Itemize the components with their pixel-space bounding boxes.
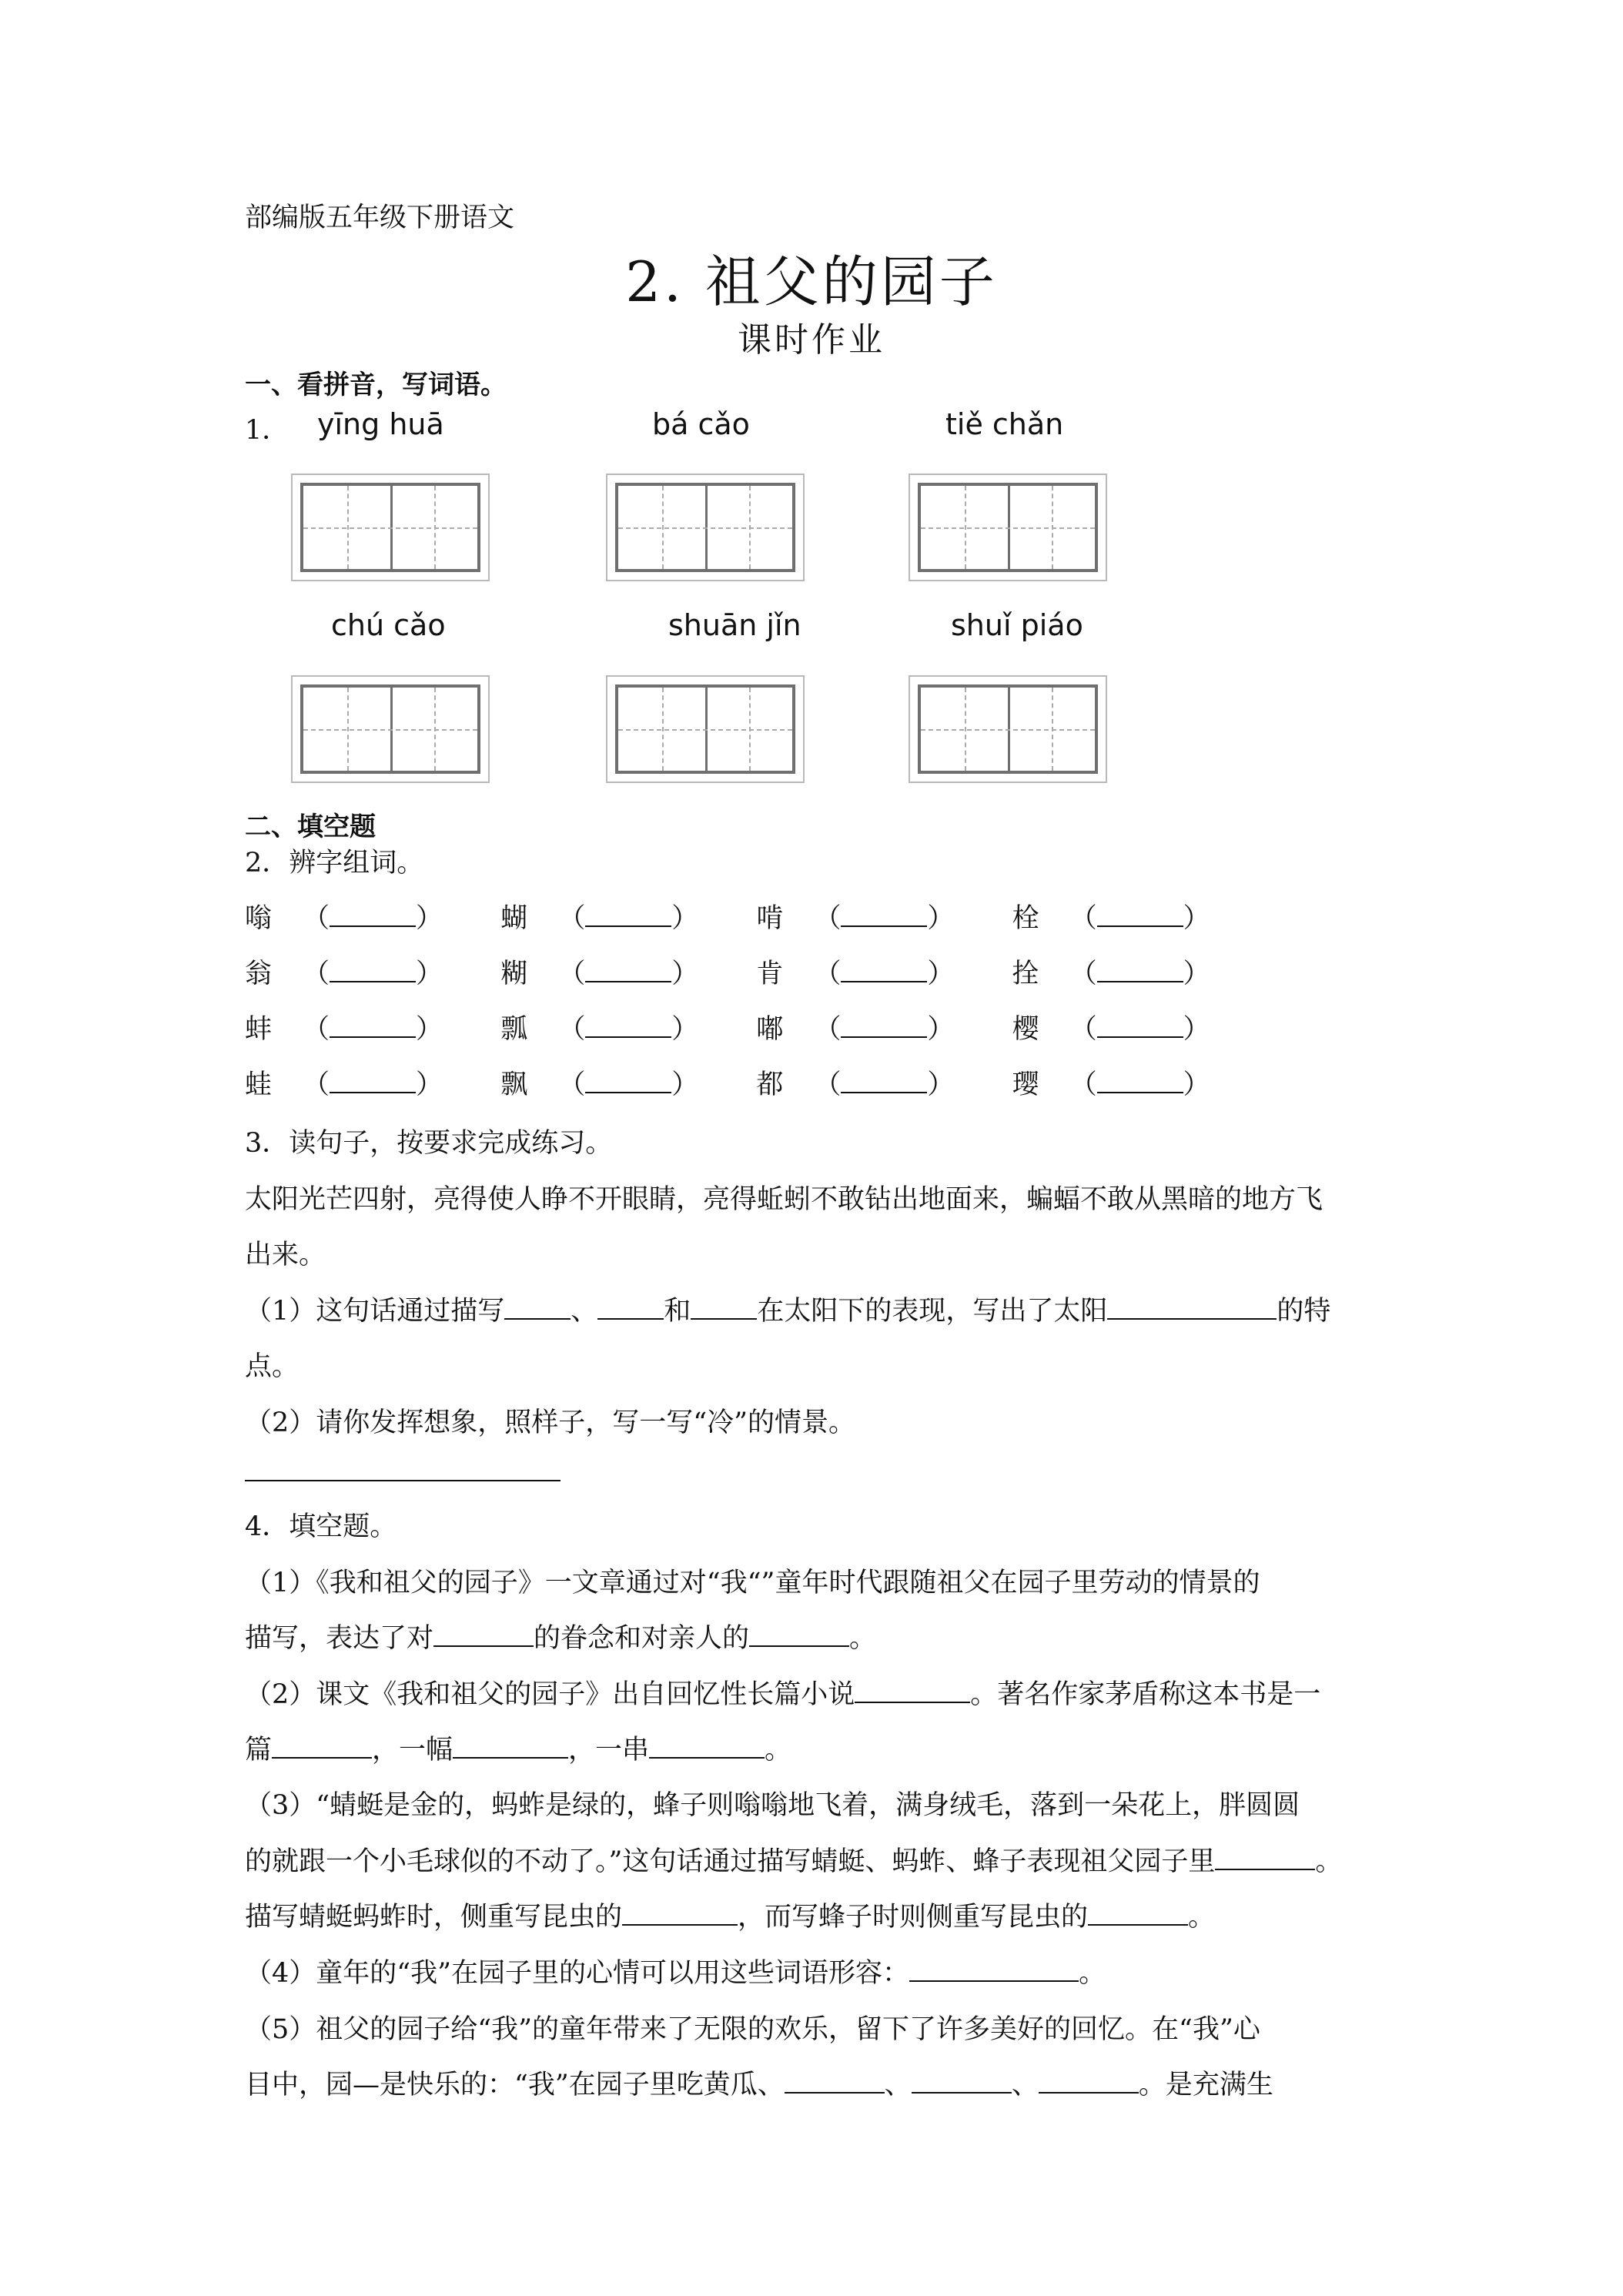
q2-char: 肯 (756, 959, 784, 989)
q2-char: 糊 (500, 959, 528, 989)
answer-blank[interactable] (841, 958, 927, 982)
paren-open: （ (303, 903, 330, 934)
q2-row (245, 1063, 1210, 1102)
text: 。是充满生 (1138, 2070, 1273, 2100)
text: ，一串 (568, 1735, 650, 1766)
text: 目中，园—是快乐的：“我”在园子里吃黄瓜、 (245, 2070, 785, 2100)
pinyin-1: yīng huā (317, 407, 444, 441)
answer-blank[interactable] (585, 1013, 671, 1038)
q2-char: 嘟 (756, 1014, 784, 1045)
text: ，而写蜂子时则侧重写昆虫的 (738, 1902, 1089, 1933)
q2-char: 嗡 (245, 903, 273, 934)
q2-char: 蚌 (245, 1014, 273, 1045)
paren-open: （ (558, 1069, 586, 1100)
q1-number: 1． (245, 415, 289, 446)
writing-grid[interactable] (909, 474, 1107, 581)
answer-blank[interactable] (330, 1013, 416, 1038)
q2-row (245, 952, 1210, 991)
text: ，一幅 (372, 1735, 453, 1766)
text: 在太阳下的表现，写出了太阳 (757, 1296, 1108, 1327)
answer-blank[interactable] (691, 1295, 757, 1320)
answer-blank[interactable] (909, 1957, 1079, 1982)
paren-close: ） (416, 903, 443, 934)
q4-s5: （5）祖父的园子给“我”的童年带来了无限的欢乐，留下了许多美好的回忆。在“我”心 (245, 2014, 1260, 2045)
paren-close: ） (671, 903, 699, 934)
paren-open: （ (303, 959, 330, 989)
q2-char: 飘 (500, 1069, 528, 1100)
answer-blank[interactable] (585, 958, 671, 982)
paren-close: ） (1183, 903, 1210, 934)
writing-grid[interactable] (606, 675, 805, 783)
answer-blank[interactable] (585, 902, 671, 927)
text: 、 (1011, 2070, 1039, 2100)
text: （1）这句话通过描写 (245, 1296, 505, 1327)
text: 。著名作家茅盾称这本书是一 (970, 1679, 1321, 1710)
paren-close: ） (927, 903, 955, 934)
text: 。 (1079, 1958, 1106, 1989)
answer-blank[interactable] (855, 1678, 970, 1703)
text: （2）课文《我和祖父的园子》出自回忆性长篇小说 (245, 1679, 855, 1710)
writing-grid[interactable] (606, 474, 805, 581)
pinyin-4: chú cǎo (331, 608, 446, 642)
q2-char: 璎 (1012, 1069, 1039, 1100)
q2-char: 樱 (1012, 1014, 1039, 1045)
q2-row (245, 897, 1210, 935)
paren-close: ） (416, 959, 443, 989)
paren-close: ） (1183, 1069, 1210, 1100)
section1-heading: 一、看拼音，写词语。 (245, 370, 507, 400)
q2-char: 栓 (1012, 903, 1039, 934)
writing-grid[interactable] (291, 675, 490, 783)
answer-blank[interactable] (1039, 2069, 1139, 2094)
q2-char: 啃 (756, 903, 784, 934)
text: （4）童年的“我”在园子里的心情可以用这些词语形容： (245, 1958, 910, 1989)
text: 。 (765, 1735, 792, 1766)
answer-blank[interactable] (1097, 902, 1183, 927)
answer-blank[interactable] (433, 1622, 534, 1647)
text: 。 (1188, 1902, 1216, 1933)
text: 、 (884, 2070, 912, 2100)
paren-close: ） (927, 1069, 955, 1100)
answer-blank[interactable] (1088, 1901, 1188, 1926)
answer-blank[interactable] (330, 958, 416, 982)
pinyin-3: tiě chǎn (945, 407, 1064, 441)
answer-blank[interactable] (912, 2069, 1012, 2094)
q3-passage: 出来。 (245, 1240, 326, 1270)
text: 、 (571, 1296, 598, 1327)
answer-blank[interactable] (1107, 1295, 1277, 1320)
q3-part1 (245, 1290, 1330, 1328)
paren-close: ） (416, 1069, 443, 1100)
answer-blank[interactable] (622, 1901, 738, 1926)
paren-close: ） (416, 1014, 443, 1045)
paren-open: （ (1069, 959, 1097, 989)
answer-blank[interactable] (785, 2069, 885, 2094)
subject-label: 部编版五年级下册语文 (245, 202, 515, 233)
text: 的特 (1277, 1296, 1331, 1327)
paren-open: （ (303, 1014, 330, 1045)
q4-prompt: 4．填空题。 (245, 1511, 397, 1542)
paren-open: （ (1069, 1069, 1097, 1100)
answer-blank[interactable] (841, 1069, 927, 1093)
answer-blank[interactable] (749, 1622, 849, 1647)
q2-char: 都 (756, 1069, 784, 1100)
paren-open: （ (558, 903, 586, 934)
paren-open: （ (558, 1014, 586, 1045)
pinyin-6: shuǐ piáo (951, 608, 1083, 642)
answer-blank[interactable] (504, 1295, 571, 1320)
paren-close: ） (927, 959, 955, 989)
text: 。 (1315, 1846, 1343, 1877)
answer-line[interactable] (245, 1480, 561, 1481)
paren-open: （ (558, 959, 586, 989)
answer-blank[interactable] (1097, 958, 1183, 982)
answer-blank[interactable] (453, 1734, 568, 1759)
q3-part1-cont: 点。 (245, 1351, 300, 1382)
text: 。 (849, 1623, 877, 1654)
answer-blank[interactable] (330, 902, 416, 927)
q4-s1: （1）《我和祖父的园子》一文章通过对“我“”童年时代跟随祖父在园子里劳动的情景的 (245, 1568, 1260, 1598)
paren-open: （ (814, 1069, 842, 1100)
text: 描写蜻蜓蚂蚱时，侧重写昆虫的 (245, 1902, 623, 1933)
text: 篇 (245, 1735, 273, 1766)
q4-s3-cont2 (245, 1896, 1215, 1934)
text: 描写，表达了对 (245, 1623, 434, 1654)
paren-open: （ (814, 959, 842, 989)
q4-s1-cont (245, 1617, 876, 1655)
q4-s3: （3）“蜻蜓是金的，蚂蚱是绿的，蜂子则嗡嗡地飞着，满身绒毛，落到一朵花上，胖圆圆 (245, 1790, 1300, 1821)
answer-blank[interactable] (1215, 1846, 1315, 1870)
paren-open: （ (1069, 1014, 1097, 1045)
q3-prompt: 3．读句子，按要求完成练习。 (245, 1128, 613, 1159)
q3-part2: （2）请你发挥想象，照样子，写一写“冷”的情景。 (245, 1407, 856, 1438)
paren-open: （ (1069, 903, 1097, 934)
answer-blank[interactable] (841, 902, 927, 927)
text: 和 (664, 1296, 691, 1327)
q4-s2 (245, 1673, 1320, 1712)
paren-close: ） (1183, 959, 1210, 989)
answer-blank[interactable] (1097, 1069, 1183, 1093)
section2-heading: 二、填空题 (245, 812, 376, 842)
q2-row (245, 1008, 1210, 1046)
answer-blank[interactable] (597, 1295, 664, 1320)
paren-close: ） (671, 959, 699, 989)
q4-s2-cont (245, 1729, 791, 1767)
q3-passage: 太阳光芒四射，亮得使人睁不开眼睛，亮得蚯蚓不敢钻出地面来，蝙蝠不敢从黑暗的地方飞 (245, 1184, 1323, 1215)
paren-open: （ (814, 1014, 842, 1045)
answer-blank[interactable] (841, 1013, 927, 1038)
text: 的眷念和对亲人的 (534, 1623, 750, 1654)
q2-char: 蝴 (500, 903, 528, 934)
paren-close: ） (927, 1014, 955, 1045)
answer-blank[interactable] (330, 1069, 416, 1093)
paren-close: ） (671, 1014, 699, 1045)
q2-char: 拴 (1012, 959, 1039, 989)
q2-char: 蛙 (245, 1069, 273, 1100)
page-subtitle: 课时作业 (738, 320, 885, 360)
q4-s5-cont (245, 2063, 1273, 2102)
q2-char: 翁 (245, 959, 273, 989)
writing-grid[interactable] (291, 474, 490, 581)
text: 的就跟一个小毛球似的不动了。”这句话通过描写蜻蜓、蚂蚱、蜂子表现祖父园子里 (245, 1846, 1216, 1877)
paren-open: （ (814, 903, 842, 934)
q4-s3-cont (245, 1840, 1342, 1879)
paren-close: ） (1183, 1014, 1210, 1045)
page-title: 2. 祖父的园子 (625, 249, 998, 314)
pinyin-5: shuān jǐn (668, 608, 801, 642)
answer-blank[interactable] (272, 1734, 372, 1759)
answer-blank[interactable] (585, 1069, 671, 1093)
writing-grid[interactable] (909, 675, 1107, 783)
answer-blank[interactable] (649, 1734, 765, 1759)
q2-prompt: 2．辨字组词。 (245, 848, 424, 879)
q4-s4 (245, 1952, 1106, 1990)
paren-open: （ (303, 1069, 330, 1100)
q2-char: 瓢 (500, 1014, 528, 1045)
pinyin-2: bá cǎo (652, 407, 750, 441)
paren-close: ） (671, 1069, 699, 1100)
answer-blank[interactable] (1097, 1013, 1183, 1038)
